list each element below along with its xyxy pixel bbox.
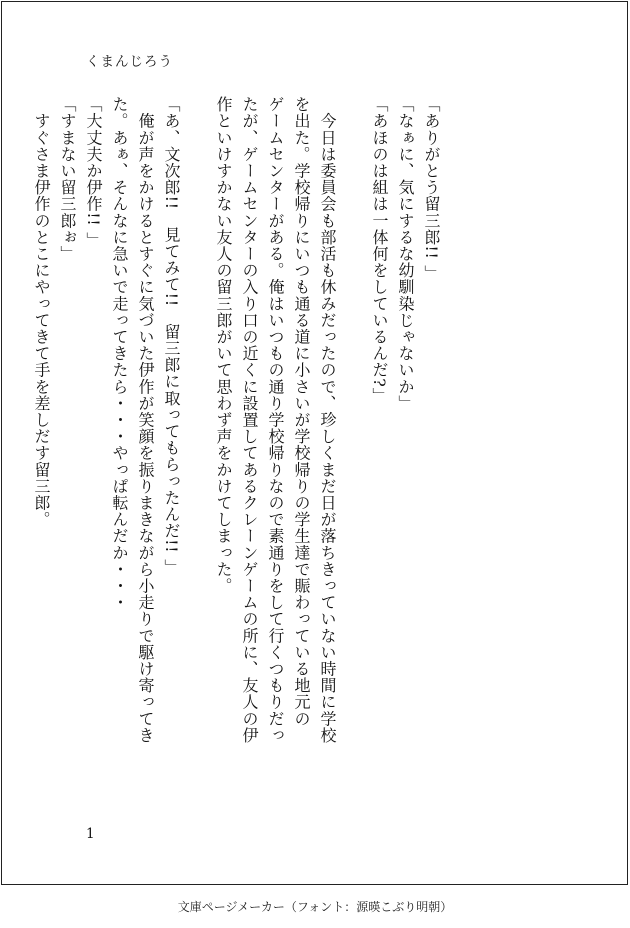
footer-credit: 文庫ページメーカー（フォント：源暎こぶり明朝） [177, 900, 453, 914]
text-line: たが、ゲームセンターの入り口の近くに設置してあるクレーンゲームの所に、友人の伊 [240, 96, 259, 744]
body-text [32, 96, 444, 744]
author-name: くまんじろう [86, 54, 173, 70]
blank-line [184, 96, 210, 656]
text-line: 「ありがとう留三郎!! 」 [422, 96, 441, 282]
page-number: 1 [86, 826, 95, 842]
text-line: 「すまない留三郎ぉ」 [58, 96, 77, 262]
text-line: 俺が声をかけるとすぐに気づいた伊作が笑顔を振りまきながら小走りで駆け寄ってき [136, 96, 155, 744]
page-frame [1, 1, 628, 885]
text-line: 作といけすかない友人の留三郎がいて思わず声をかけてしまった。 [214, 96, 233, 594]
text-line: た。あぁ、そんなに急いで走ってきたら・・・やっぱ転んだか・・・ [110, 96, 129, 611]
text-line: を出た。学校帰りにいつも通る道に小さいが学校帰りの学生達で賑わっている地元の [292, 96, 311, 727]
text-line: ゲームセンターがある。俺はいつもの通り学校帰りなので素通りをして行くつもりだっ [266, 96, 285, 744]
text-line: 「あほのは組は一体何をしているんだ?」 [370, 96, 389, 404]
text-line: すぐさま伊作のとこにやってきて手を差しだす留三郎。 [32, 96, 51, 528]
text-line: 「なぁに、気にするな幼馴染じゃないか」 [396, 96, 415, 412]
text-line: 「あ、文次郎!! 見てみて!! 留三郎に取ってもらったんだ!! 」 [162, 96, 181, 576]
text-line: 今日は委員会も部活も休みだったので、珍しくまだ日が落ちきっていない時間に学校 [318, 96, 337, 744]
blank-line [340, 96, 366, 656]
text-line: 「大丈夫か伊作!! 」 [84, 96, 103, 249]
